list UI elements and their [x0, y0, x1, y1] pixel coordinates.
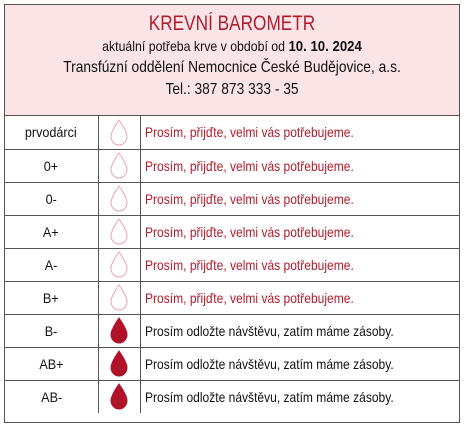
table-row: [5, 182, 459, 215]
status-message-cell: [140, 314, 459, 347]
status-message: Prosím, přijďte, velmi vás potřebujeme.: [144, 124, 354, 141]
table-row: [5, 380, 459, 413]
full-drop-icon: [107, 349, 131, 378]
table-row: [5, 149, 459, 182]
empty-drop-icon: [107, 184, 131, 213]
table-row: [5, 347, 459, 380]
blood-group-cell: [5, 347, 98, 380]
blood-group-label: 0+: [44, 157, 59, 174]
status-drop-cell: [98, 380, 140, 413]
period-line: [32, 36, 432, 57]
blood-group-label: A+: [43, 223, 60, 240]
blood-group-label: B-: [44, 322, 58, 339]
blood-group-table: [5, 116, 459, 413]
status-message: Prosím, přijďte, velmi vás potřebujeme.: [144, 289, 354, 306]
empty-drop-icon: [107, 118, 131, 147]
hospital-name: Transfúzní oddělení Nemocnice České Budějovice, a.s.: [63, 59, 401, 76]
period-date: 10. 10. 2024: [288, 38, 362, 55]
table-row: [5, 215, 459, 248]
status-message: Prosím, přijďte, velmi vás potřebujeme.: [144, 256, 354, 273]
status-message: Prosím odložte návštěvu, zatím máme zásoby.: [144, 322, 394, 339]
empty-drop-icon: [107, 283, 131, 312]
status-message-cell: [140, 281, 459, 314]
status-drop-cell: [98, 281, 140, 314]
empty-drop-icon: [107, 217, 131, 246]
blood-group-cell: [5, 149, 98, 182]
status-message-cell: [140, 248, 459, 281]
table-row: [5, 248, 459, 281]
barometer-header: [5, 5, 459, 116]
blood-group-cell: [5, 215, 98, 248]
status-drop-cell: [98, 116, 140, 149]
status-message-cell: [140, 347, 459, 380]
blood-group-label: prvodárci: [25, 124, 78, 141]
status-drop-cell: [98, 347, 140, 380]
empty-drop-icon: [107, 250, 131, 279]
status-drop-cell: [98, 248, 140, 281]
status-drop-cell: [98, 215, 140, 248]
blood-group-cell: [5, 380, 98, 413]
full-drop-icon: [107, 382, 131, 411]
blood-group-cell: [5, 116, 98, 149]
blood-group-cell: [5, 314, 98, 347]
blood-group-cell: [5, 182, 98, 215]
blood-barometer: [4, 4, 460, 423]
blood-group-label: AB-: [40, 388, 62, 405]
blood-group-label: 0-: [45, 190, 57, 207]
status-message: Prosím, přijďte, velmi vás potřebujeme.: [144, 157, 354, 174]
status-message-cell: [140, 116, 459, 149]
blood-group-cell: [5, 248, 98, 281]
blood-group-cell: [5, 281, 98, 314]
period-label: aktuální potřeba krve v období od: [102, 38, 286, 54]
status-message: Prosím, přijďte, velmi vás potřebujeme.: [144, 190, 354, 207]
status-drop-cell: [98, 182, 140, 215]
table-row: [5, 116, 459, 149]
status-message: Prosím odložte návštěvu, zatím máme zásoby.: [144, 355, 394, 372]
blood-group-label: B+: [43, 289, 60, 306]
table-row: [5, 314, 459, 347]
blood-group-label: AB+: [39, 355, 64, 372]
status-message: Prosím, přijďte, velmi vás potřebujeme.: [144, 223, 354, 240]
full-drop-icon: [107, 316, 131, 345]
page-title: KREVNÍ BAROMETR: [148, 12, 316, 35]
status-message-cell: [140, 182, 459, 215]
status-message-cell: [140, 380, 459, 413]
status-message-cell: [140, 149, 459, 182]
empty-drop-icon: [107, 151, 131, 180]
status-drop-cell: [98, 314, 140, 347]
table-row: [5, 281, 459, 314]
phone-number: Tel.: 387 873 333 - 35: [165, 81, 299, 98]
blood-group-label: A-: [44, 256, 58, 273]
status-message: Prosím odložte návštěvu, zatím máme zásoby.: [144, 388, 394, 405]
status-message-cell: [140, 215, 459, 248]
status-drop-cell: [98, 149, 140, 182]
